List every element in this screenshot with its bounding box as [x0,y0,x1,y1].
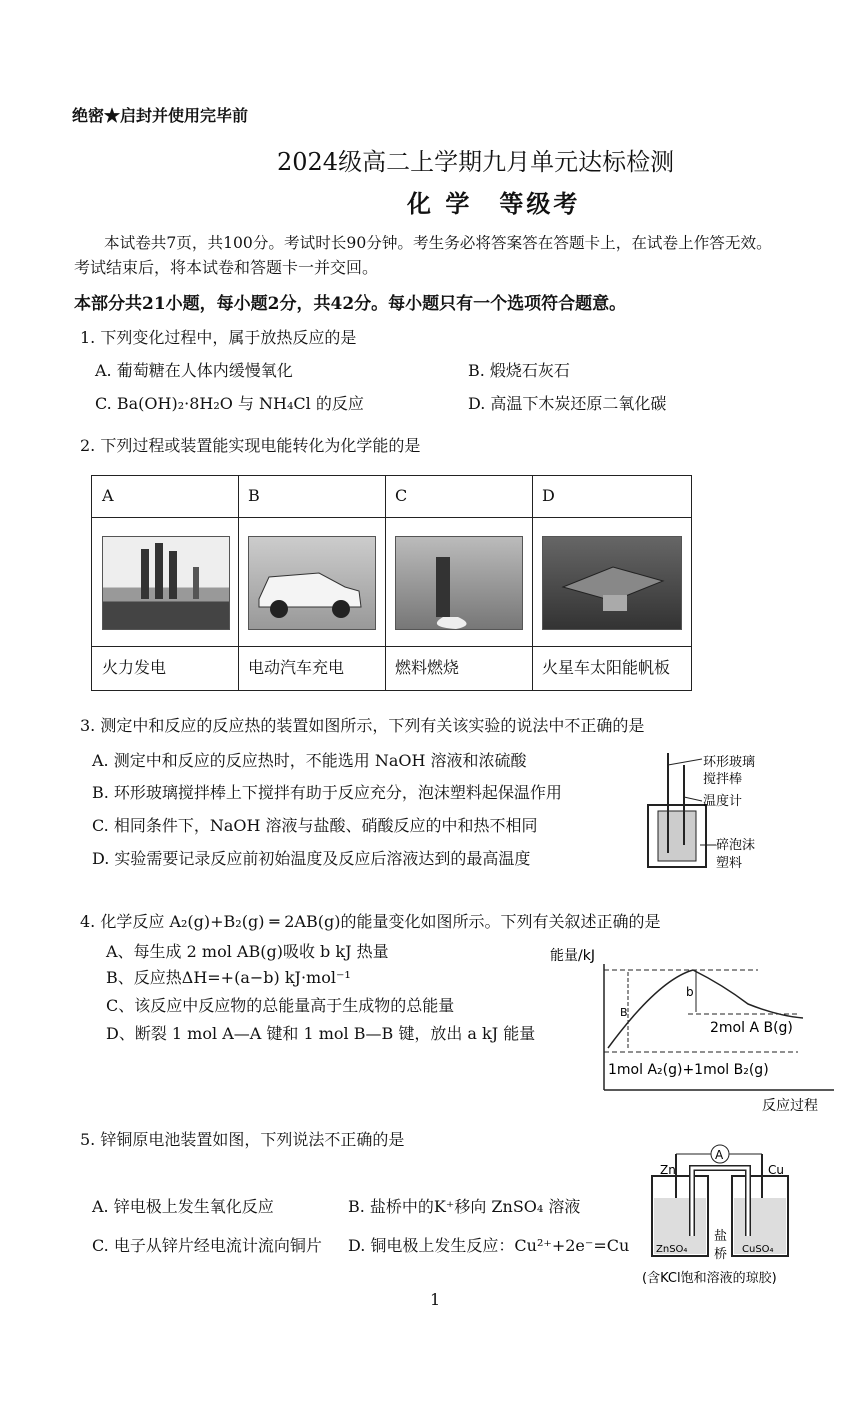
energy-xlabel: 反应过程 [762,1098,818,1114]
instructions-line1: 本试卷共7页，共100分。考试时长90分钟。考生务必将答案答在答题卡上，在试卷上作答无效。 [104,234,772,252]
q2-header-b: B [248,486,260,505]
bridge-label-1: 盐 [714,1229,728,1244]
cu-label: Cu [768,1163,784,1177]
q3-option-d: D. 实验需要记录反应前初始温度及反应后溶液达到的最高温度 [92,849,531,868]
label-foam-1: 碎泡沫 [716,838,756,853]
znso4-label: ZnSO₄ [656,1244,688,1255]
q2-stem: 2. 下列过程或装置能实现电能转化为化学能的是 [80,436,421,455]
q2-header-c: C [395,486,408,505]
electric-car-photo [248,536,376,630]
q2-header-d: D [542,486,555,505]
ammeter-icon: A [715,1148,724,1162]
instructions-line2: 考试结束后，将本试卷和答题卡一并交回。 [74,258,379,277]
q1-option-d: D. 高温下木炭还原二氧化碳 [468,394,667,413]
q1-option-b: B. 煅烧石灰石 [468,361,570,380]
zn-label: Zn [660,1163,676,1177]
q5-option-d: D. 铜电极上发生反应：Cu²⁺+2e⁻=Cu [348,1236,630,1255]
part-instructions: 本部分共21小题，每小题2分，共42分。每小题只有一个选项符合题意。 [74,294,627,314]
power-plant-photo [102,536,230,630]
q2-caption-a: 火力发电 [102,658,167,677]
energy-ylabel: 能量/kJ [550,948,595,964]
label-a: B [620,1006,628,1019]
cuso4-label: CuSO₄ [742,1244,774,1255]
q4-option-a: A、每生成 2 mol AB(g)吸收 b kJ 热量 [106,942,389,961]
label-thermometer: 温度计 [703,794,743,809]
q4-option-d: D、断裂 1 mol A—A 键和 1 mol B—B 键，放出 a kJ 能量 [106,1024,536,1043]
mars-rover-photo [542,536,682,630]
q2-caption-c: 燃料燃烧 [395,658,460,677]
q1-stem: 1. 下列变化过程中，属于放热反应的是 [80,328,357,347]
label-foam-2: 塑料 [716,856,743,871]
q5-stem: 5. 锌铜原电池装置如图，下列说法不正确的是 [80,1130,405,1149]
energy-diagram [548,940,848,1114]
bridge-caption: (含KCl饱和溶液的琼胶) [642,1271,777,1286]
q1-option-c: C. Ba(OH)₂·8H₂O 与 NH₄Cl 的反应 [95,394,364,413]
q2-caption-b: 电动汽车充电 [248,658,345,677]
q4-stem: 4. 化学反应 A₂(g)+B₂(g) ═ 2AB(g)的能量变化如图所示。下列有关叙述正确的是 [80,912,661,931]
label-b: b [686,985,694,999]
q5-option-b: B. 盐桥中的K⁺移向 ZnSO₄ 溶液 [348,1197,581,1216]
label-stirrer-2: 搅拌棒 [703,772,743,787]
q5-option-a: A. 锌电极上发生氧化反应 [92,1197,274,1216]
q2-caption-d: 火星车太阳能帆板 [542,658,671,677]
exam-subtitle: 化 学 等级考 [407,189,581,218]
exam-title: 2024级高二上学期九月单元达标检测 [277,148,675,176]
reactant-label: 1mol A₂(g)+1mol B₂(g) [608,1062,769,1078]
galvanic-cell-figure [636,1128,816,1290]
q1-option-a: A. 葡萄糖在人体内缓慢氧化 [95,361,293,380]
q2-table [91,475,692,691]
q2-header-a: A [102,486,114,505]
q4-option-c: C、该反应中反应物的总能量高于生成物的总能量 [106,996,455,1015]
q3-option-c: C. 相同条件下，NaOH 溶液与盐酸、硝酸反应的中和热不相同 [92,816,538,835]
confidential-mark: 绝密★启封并使用完毕前 [72,106,249,125]
page-number: 1 [430,1290,441,1309]
q3-option-b: B. 环形玻璃搅拌棒上下搅拌有助于反应充分，泡沫塑料起保温作用 [92,783,562,802]
calorimeter-figure [640,745,770,875]
q3-stem: 3. 测定中和反应的反应热的装置如图所示，下列有关该实验的说法中不正确的是 [80,716,645,735]
product-label: 2mol A B(g) [710,1020,793,1036]
label-stirrer-1: 环形玻璃 [703,755,756,770]
bridge-label-2: 桥 [714,1247,728,1262]
fuel-burning-photo [395,536,523,630]
q5-option-c: C. 电子从锌片经电流计流向铜片 [92,1236,322,1255]
q4-option-b: B、反应热ΔH=+(a−b) kJ·mol⁻¹ [106,968,351,987]
q3-option-a: A. 测定中和反应的反应热时，不能选用 NaOH 溶液和浓硫酸 [92,751,527,770]
